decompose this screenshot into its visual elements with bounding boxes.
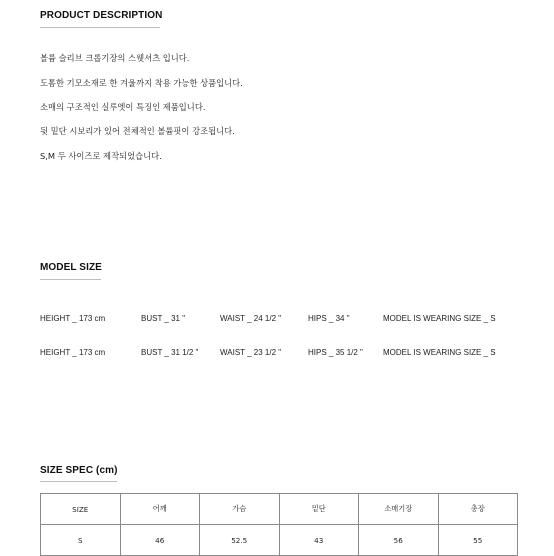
model-waist: WAIST _ 24 1/2 " bbox=[220, 314, 282, 323]
description-line: 도톰한 기모소재로 한 겨울까지 착용 가능한 상품입니다. bbox=[40, 78, 243, 88]
model-waist: WAIST _ 23 1/2 " bbox=[220, 348, 282, 357]
table-header-cell: 총장 bbox=[438, 494, 518, 525]
model-hips: HIPS _ 35 1/2 " bbox=[308, 348, 363, 357]
table-header-cell: SIZE bbox=[41, 494, 121, 525]
description-line: S,M 두 사이즈로 제작되었습니다. bbox=[40, 151, 162, 161]
size-spec-divider bbox=[40, 481, 117, 482]
size-spec-title: SIZE SPEC (cm) bbox=[40, 465, 118, 476]
table-header-cell: 소매기장 bbox=[359, 494, 439, 525]
table-header-cell: 어깨 bbox=[120, 494, 200, 525]
table-header-cell: 밑단 bbox=[279, 494, 359, 525]
model-wearing-size: MODEL IS WEARING SIZE _ S bbox=[383, 314, 496, 323]
model-bust: BUST _ 31 1/2 " bbox=[141, 348, 199, 357]
table-cell: 52.5 bbox=[200, 525, 280, 556]
table-cell: 46 bbox=[120, 525, 200, 556]
model-height: HEIGHT _ 173 cm bbox=[40, 314, 106, 323]
model-bust: BUST _ 31 " bbox=[141, 314, 186, 323]
table-header-cell: 가슴 bbox=[200, 494, 280, 525]
product-description-title: PRODUCT DESCRIPTION bbox=[40, 10, 163, 21]
description-line: 뒷 밑단 시보리가 있어 전체적인 볼륨핏이 강조됩니다. bbox=[40, 126, 235, 136]
table-cell: 55 bbox=[438, 525, 518, 556]
table-row bbox=[41, 525, 518, 556]
table-header-row bbox=[41, 494, 518, 525]
size-spec-table bbox=[40, 493, 518, 556]
model-size-title: MODEL SIZE bbox=[40, 262, 102, 273]
table-cell: S bbox=[41, 525, 121, 556]
description-line: 볼륨 슬리브 크롭기장의 스웻셔츠 입니다. bbox=[40, 53, 190, 63]
model-size-divider bbox=[40, 279, 101, 280]
table-cell: 56 bbox=[359, 525, 439, 556]
model-height: HEIGHT _ 173 cm bbox=[40, 348, 106, 357]
model-wearing-size: MODEL IS WEARING SIZE _ S bbox=[383, 348, 496, 357]
table-cell: 43 bbox=[279, 525, 359, 556]
model-hips: HIPS _ 34 " bbox=[308, 314, 350, 323]
product-description-divider bbox=[40, 27, 160, 28]
description-line: 소매의 구조적인 실루엣이 특징인 제품입니다. bbox=[40, 102, 206, 112]
